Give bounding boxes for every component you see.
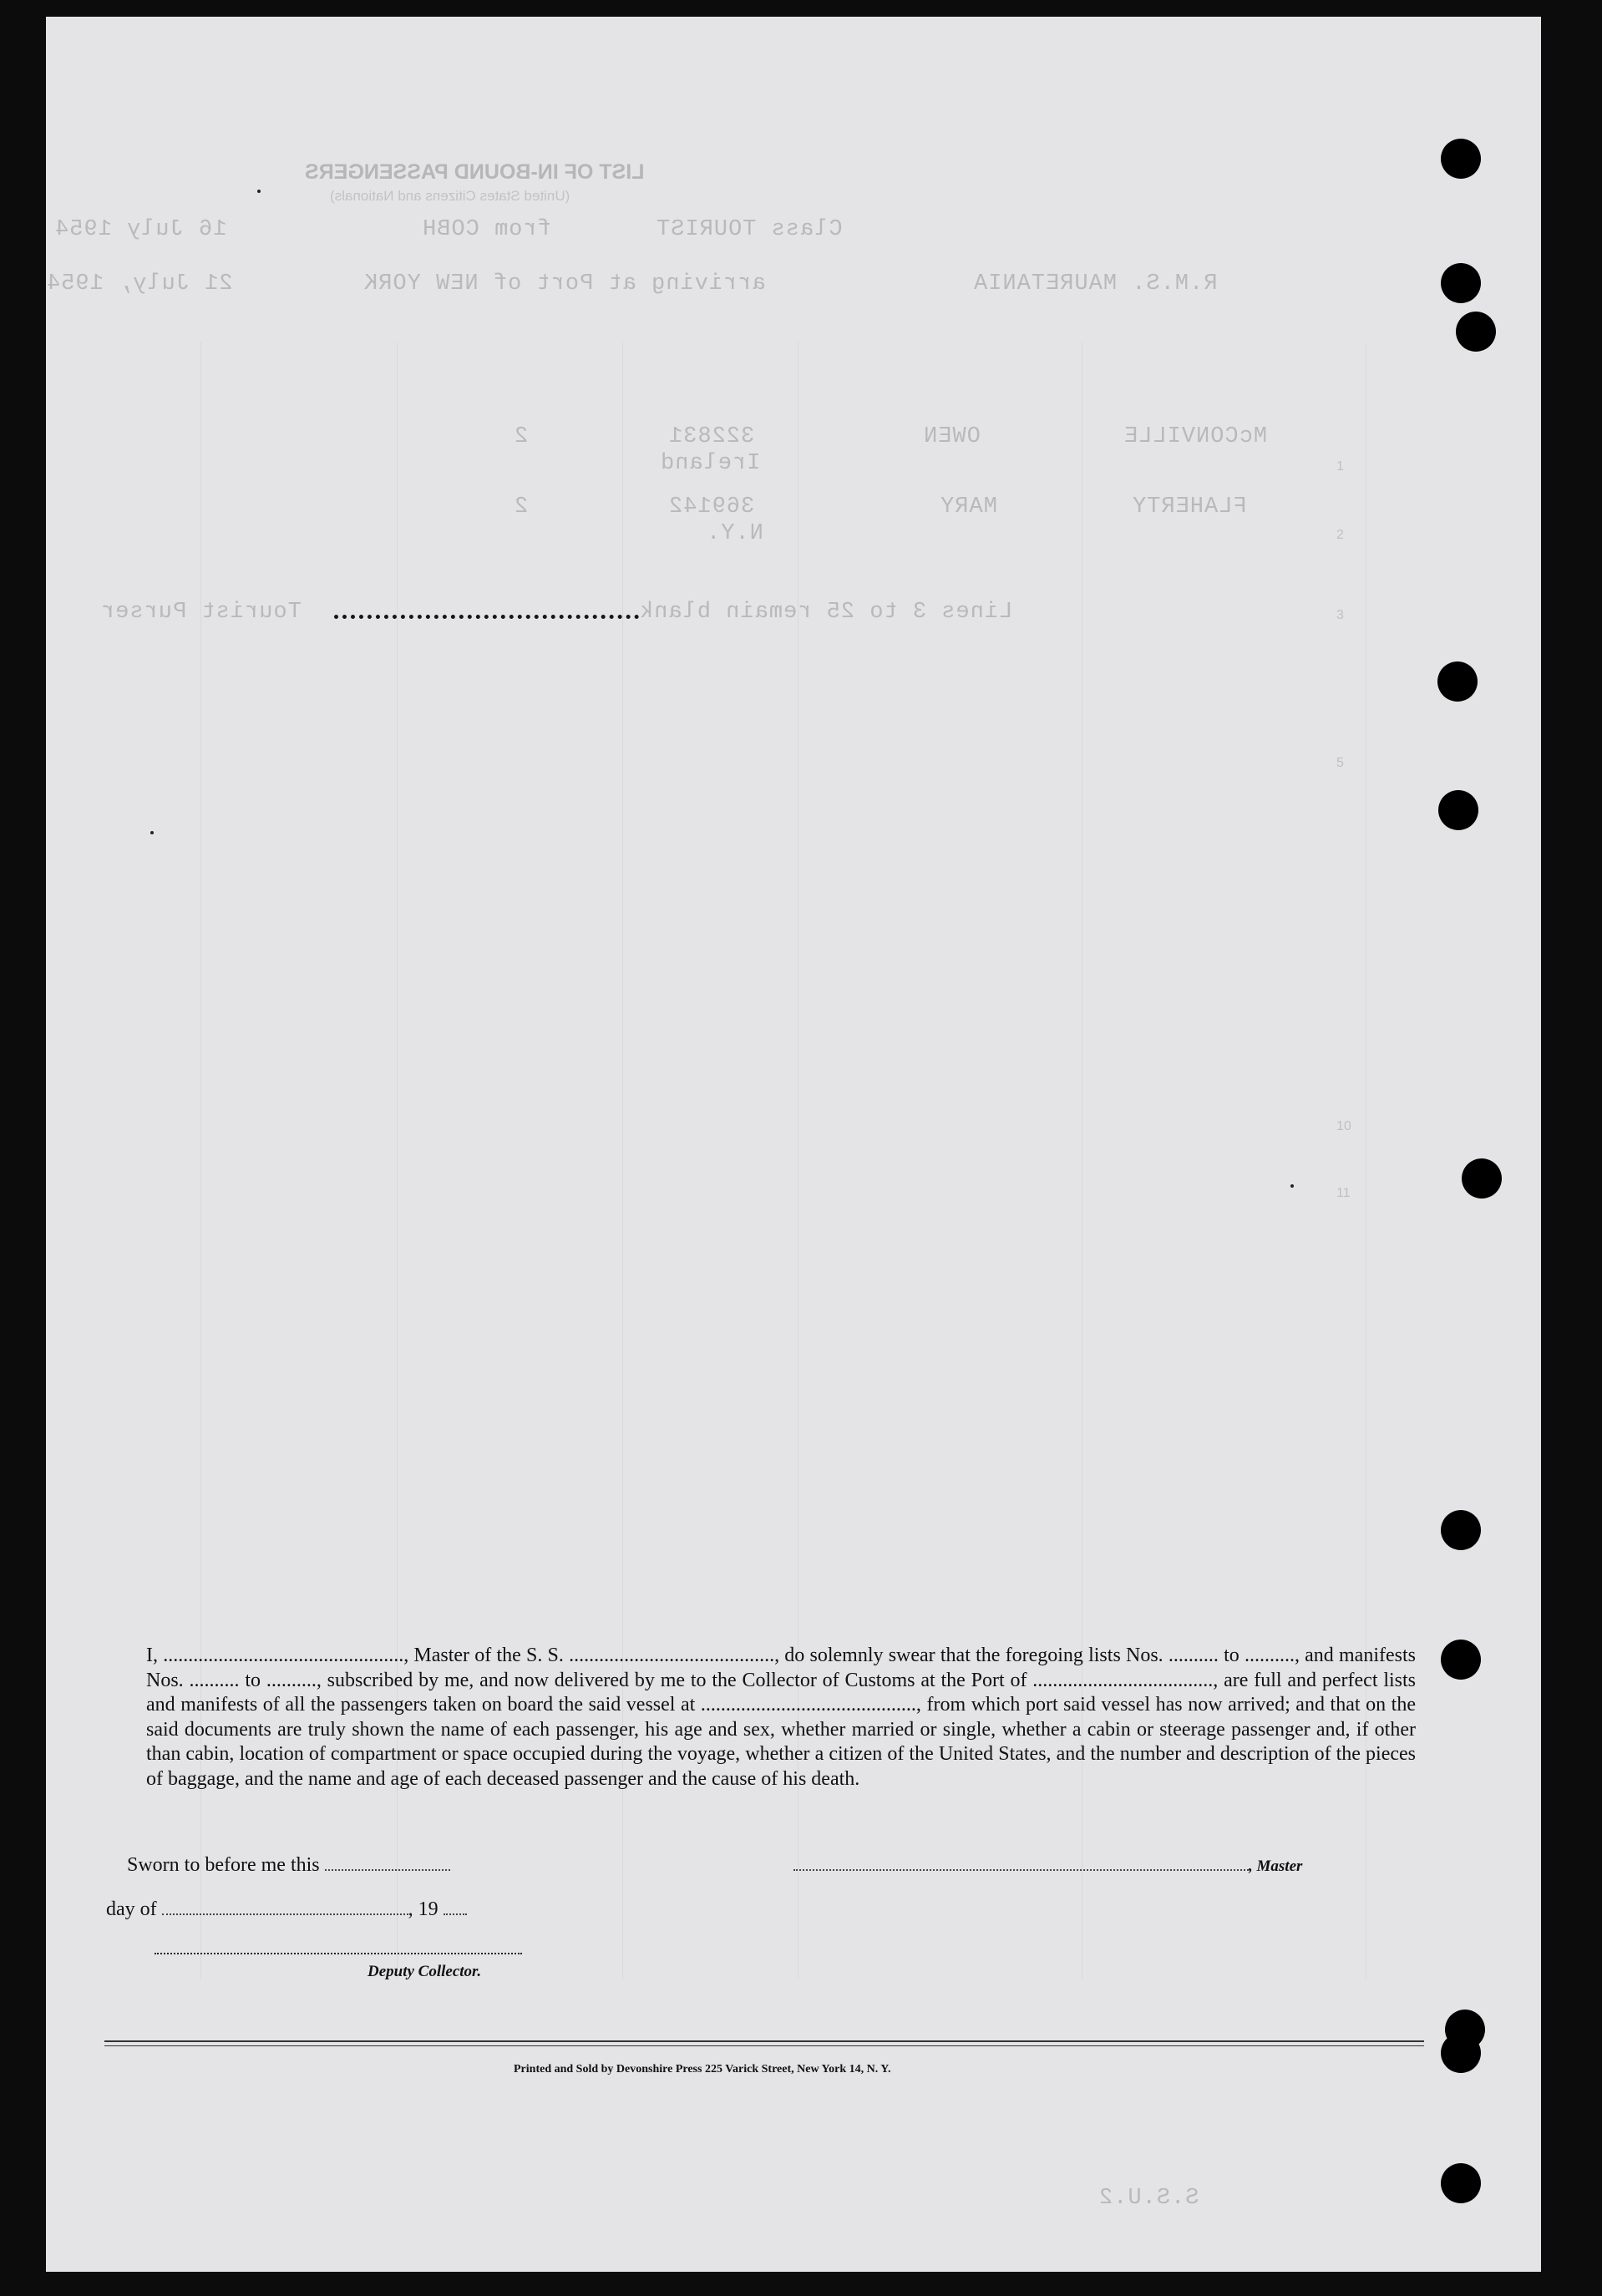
footer-rule	[104, 2040, 1424, 2042]
bleed-date-arrived: 21 July, 1954	[46, 271, 233, 297]
bleed-row2-surname: FLAHERTY	[1132, 494, 1247, 520]
year-prefix: , 19	[408, 1898, 439, 1920]
ink-speck	[257, 190, 261, 193]
sworn-line	[127, 1854, 450, 1877]
punch-hole	[1438, 790, 1478, 830]
bleed-remark: Lines 3 to 25 remain blank	[639, 600, 1013, 625]
master-label: , Master	[1249, 1858, 1303, 1875]
bleed-title: LIST OF IN-BOUND PASSENGERS	[305, 160, 645, 184]
ink-speck	[150, 831, 154, 834]
bleed-row1-number: 322831	[668, 424, 755, 449]
punch-hole	[1441, 139, 1481, 179]
bleed-arriving: arriving at Port of NEW YORK	[363, 271, 766, 297]
punch-hole	[1456, 312, 1496, 352]
punch-hole	[1441, 1640, 1481, 1680]
line-number: 2	[1336, 528, 1344, 542]
deputy-signature-blank[interactable]	[155, 1953, 522, 1954]
bleed-stamp: S.S.U.2	[1098, 2186, 1199, 2211]
bleed-signer: Tourist Purser	[100, 600, 302, 625]
dotted-leader	[334, 615, 639, 619]
line-number: 3	[1336, 608, 1344, 622]
bleed-row1-place: Ireland	[660, 451, 761, 476]
punch-hole	[1462, 1158, 1502, 1199]
bleed-row1-surname: McCONVILLE	[1123, 424, 1268, 449]
punch-hole	[1441, 2033, 1481, 2073]
punch-hole	[1437, 661, 1478, 702]
bleed-row2-place: N.Y.	[706, 521, 763, 546]
bleed-row1-given: OWEN	[923, 424, 981, 449]
sworn-date-blank[interactable]	[325, 1854, 450, 1871]
ink-speck	[1290, 1184, 1294, 1188]
line-number: 11	[1336, 1186, 1351, 1200]
sworn-label: Sworn to before me this	[127, 1854, 320, 1876]
bleed-vessel: R.M.S. MAURETANIA	[973, 271, 1218, 297]
bleed-row1-count: 2	[514, 424, 529, 449]
day-of-blank[interactable]	[162, 1898, 408, 1915]
oath-text: I, ................................................, Master of the S. S. ........................................., do solemnly swear that the foregoing lists Nos. .......... to .........., and manifests Nos. .......... to .........., subscribed by me, and now delivered by me to the Collector of Customs at the Port of ...................................., are full and perfect lists and manifests of all the passengers taken on board the said vessel at ..........................................., from which port said vessel has now arrived; and that on the said documents are truly shown the name of each passenger, his age and sex, whether married or single, whether a cabin or steerage passenger and, if other than cabin, location of compartment or space occupied during the voyage, whether a citizen of the United States, and the number and description of the pieces of baggage, and the name and age of each deceased passenger and the cause of his death.	[146, 1645, 1416, 1790]
bleed-date-sailed: 16 July 1954	[54, 217, 227, 242]
day-of-label: day of	[106, 1898, 157, 1920]
bleed-row2-given: MARY	[940, 494, 997, 520]
manifest-page	[46, 17, 1541, 2272]
bleed-row2-count: 2	[514, 494, 529, 520]
master-oath	[146, 1644, 1416, 1792]
year-blank[interactable]	[444, 1898, 467, 1915]
bleed-row2-number: 369142	[668, 494, 755, 520]
bleed-subtitle: (United States Citizens and Nationals)	[330, 188, 570, 204]
day-of-line	[106, 1898, 467, 1921]
footer-rule	[104, 2045, 1424, 2046]
bleed-class: Class TOURIST	[656, 217, 843, 242]
deputy-label: Deputy Collector.	[368, 1963, 482, 1980]
master-signature-blank[interactable]	[793, 1854, 1249, 1871]
line-number: 1	[1336, 459, 1344, 474]
punch-hole	[1441, 1510, 1481, 1550]
bleed-from: from COBH	[422, 217, 551, 242]
printer-imprint: Printed and Sold by Devonshire Press 225 Varick Street, New York 14, N. Y.	[514, 2063, 891, 2076]
master-signature-line	[793, 1854, 1302, 1877]
line-number: 5	[1336, 756, 1344, 770]
punch-hole	[1441, 2163, 1481, 2203]
punch-hole	[1441, 263, 1481, 303]
line-number: 10	[1336, 1119, 1351, 1133]
